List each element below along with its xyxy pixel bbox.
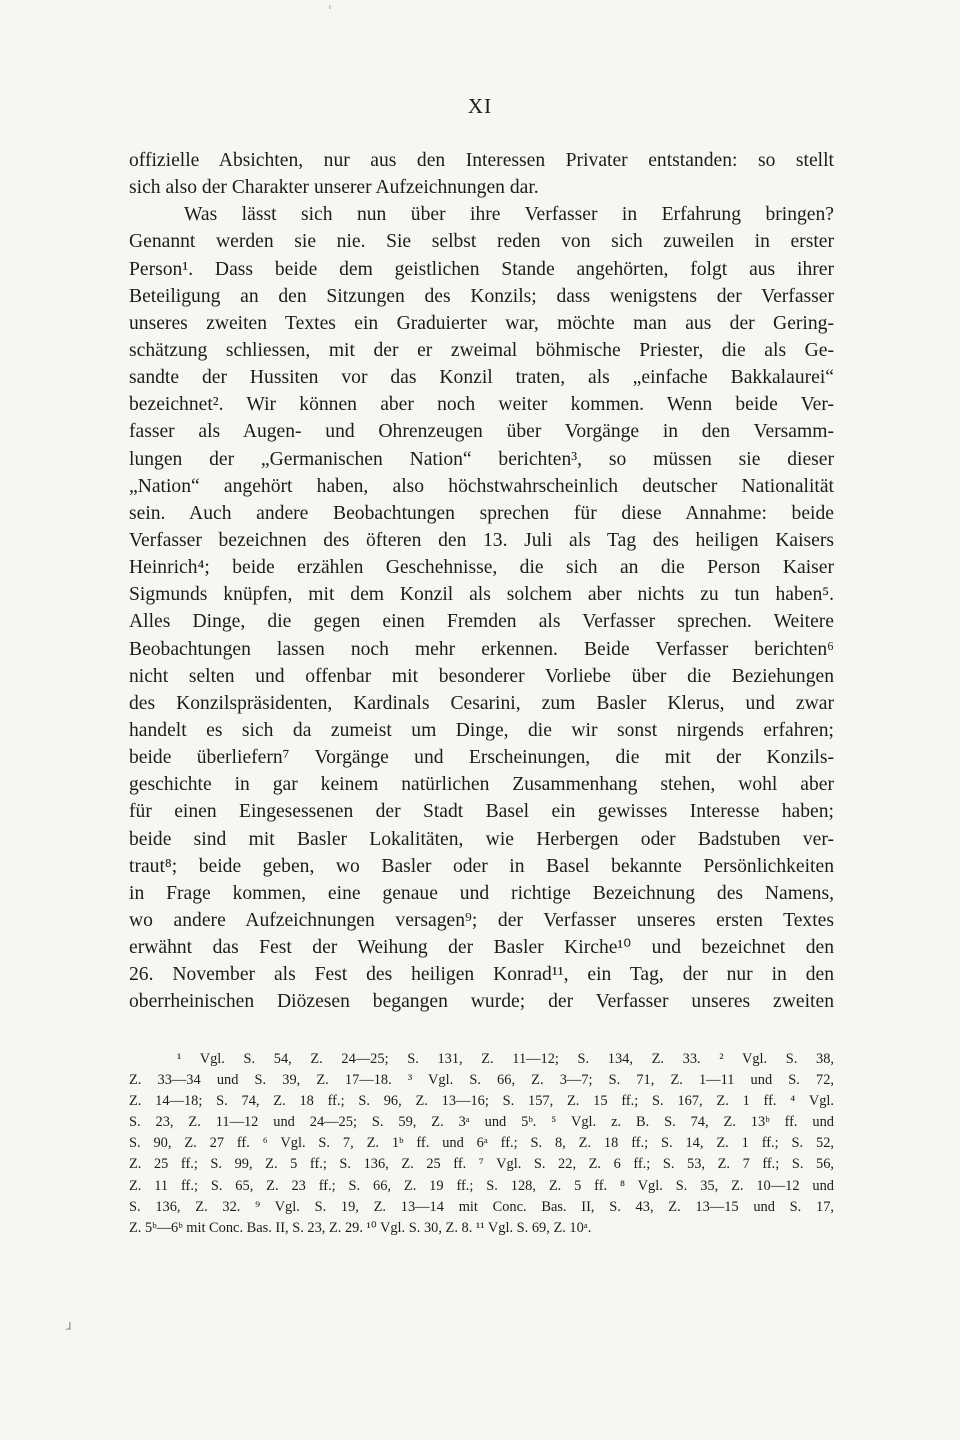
body-line: traut⁸; beide geben, wo Basler oder in Basel bekannte Persönlichkeiten [129,855,834,877]
footnote-line: Z. 14—18; S. 74, Z. 18 ff.; S. 96, Z. 13—16; S. 157, Z. 15 ff.; S. 167, Z. 1 ff. ⁴ Vgl. [129,1093,834,1110]
body-line: sein. Auch andere Beobachtungen sprechen für diese Annahme: beide [129,502,834,524]
body-line: Genannt werden sie nie. Sie selbst reden von sich zuweilen in erster [129,231,834,253]
scan-speck: ˈ [328,4,332,20]
footnote-line: Z. 25 ff.; S. 99, Z. 5 ff.; S. 136, Z. 25 ff. ⁷ Vgl. S. 22, Z. 6 ff.; S. 53, Z. 7 ff.; S. 56, [129,1156,834,1173]
body-text [129,147,834,1016]
body-line: Was lässt sich nun über ihre Verfasser in Erfahrung bringen? [184,204,834,226]
body-line: erwähnt das Fest der Weihung der Basler Kirche¹⁰ und bezeichnet den [129,937,834,959]
body-line: 26. November als Fest des heiligen Konrad¹¹, ein Tag, der nur in den [129,964,834,986]
body-line: handelt es sich da zumeist um Dinge, die wir sonst nirgends erfahren; [129,719,834,741]
body-line: Heinrich⁴; beide erzählen Geschehnisse, die sich an die Person Kaiser [129,557,834,579]
body-line: Verfasser bezeichnen des öfteren den 13. Juli als Tag des heiligen Kaisers [129,529,834,551]
footnotes [129,1049,834,1239]
footnote-line: S. 136, Z. 32. ⁹ Vgl. S. 19, Z. 13—14 mit Conc. Bas. II, S. 43, Z. 13—15 und S. 17, [129,1198,834,1215]
body-line: sich also der Charakter unserer Aufzeichnungen dar. [129,177,539,199]
body-line: oberrheinischen Diözesen begangen wurde; der Verfasser unseres zweiten [129,991,834,1013]
body-line: unseres zweiten Textes ein Graduierter war, möchte man aus der Gering- [129,312,834,334]
body-line: wo andere Aufzeichnungen versagen⁹; der Verfasser unseres ersten Textes [129,909,834,931]
footnote-line: Z. 5ᵇ—6ᵇ mit Conc. Bas. II, S. 23, Z. 29. ¹⁰ Vgl. S. 30, Z. 8. ¹¹ Vgl. S. 69, Z. 10ᵃ. [129,1219,592,1236]
footnote-line: ¹ Vgl. S. 54, Z. 24—25; S. 131, Z. 11—12; S. 134, Z. 33. ² Vgl. S. 38, [177,1051,834,1067]
body-line: offizielle Absichten, nur aus den Interessen Privater entstanden: so stellt [129,150,834,171]
body-line: nicht selten und offenbar mit besonderer Vorliebe über die Beziehungen [129,665,834,687]
body-line: Beobachtungen lassen noch mehr erkennen. Beide Verfasser berichten⁶ [129,638,834,660]
body-line: lungen der „Germanischen Nation“ berichten³, so müssen sie dieser [129,448,834,470]
body-line: „Nation“ angehört haben, also höchstwahrscheinlich deutscher Nationalität [129,475,834,497]
body-line: fasser als Augen- und Ohrenzeugen über Vorgänge in den Versamm- [129,421,834,443]
footnote-line: Z. 33—34 und S. 39, Z. 17—18. ³ Vgl. S. 66, Z. 3—7; S. 71, Z. 1—11 und S. 72, [129,1072,834,1089]
scan-speck: ɹ [66,1318,72,1334]
body-line: geschichte in gar keinem natürlichen Zusammenhang stehen, wohl aber [129,774,834,796]
body-line: sandte der Hussiten vor das Konzil traten, als „einfache Bakkalaurei“ [129,367,834,389]
body-line: Beteiligung an den Sitzungen des Konzils; dass wenigstens der Verfasser [129,285,834,307]
body-line: beide sind mit Basler Lokalitäten, wie Herbergen oder Badstuben ver- [129,828,834,850]
footnote-line: S. 23, Z. 11—12 und 24—25; S. 59, Z. 3ᵃ und 5ᵇ. ⁵ Vgl. z. B. S. 74, Z. 13ᵇ ff. und [129,1114,834,1131]
body-line: des Konzilspräsidenten, Kardinals Cesarini, zum Basler Klerus, und zwar [129,692,834,714]
body-line: Person¹. Dass beide dem geistlichen Stande angehörten, folgt aus ihrer [129,258,834,280]
body-line: Alles Dinge, die gegen einen Fremden als Verfasser sprechen. Weitere [129,611,834,633]
page-number: XI [467,94,493,118]
body-line: Sigmunds knüpfen, mit dem Konzil als solchem aber nichts zu tun haben⁵. [129,584,834,606]
footnote-line: Z. 11 ff.; S. 65, Z. 23 ff.; S. 66, Z. 19 ff.; S. 128, Z. 5 ff. ⁸ Vgl. S. 35, Z. 10—12 und [129,1177,834,1194]
body-line: schätzung schliessen, mit der er zweimal böhmische Priester, die als Ge- [129,339,834,361]
body-line: für einen Eingesessenen der Stadt Basel ein gewisses Interesse haben; [129,801,834,823]
body-line: bezeichnet². Wir können aber noch weiter kommen. Wenn beide Ver- [129,394,834,416]
body-line: in Frage kommen, eine genaue und richtige Bezeichnung des Namens, [129,882,834,904]
footnote-line: S. 90, Z. 27 ff. ⁶ Vgl. S. 7, Z. 1ᵇ ff. und 6ᵃ ff.; S. 8, Z. 18 ff.; S. 14, Z. 1 ff.; S. 52, [129,1135,834,1152]
body-line: beide überliefern⁷ Vorgänge und Erscheinungen, die mit der Konzils- [129,747,834,769]
